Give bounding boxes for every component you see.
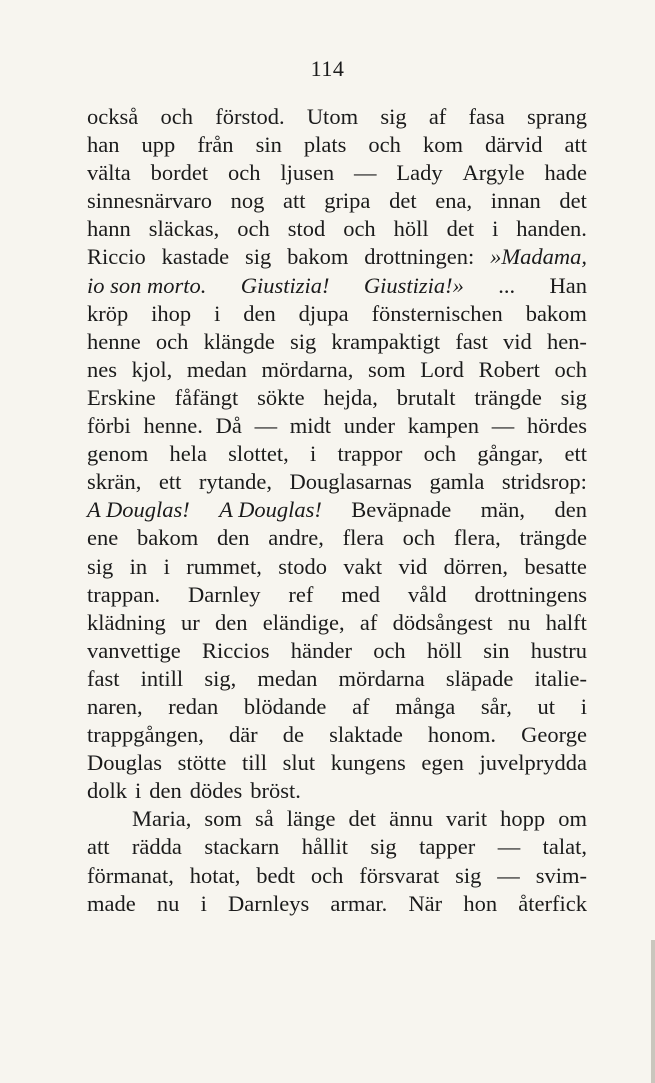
italic-word: A Douglas! [87,497,190,523]
word: i [163,553,170,579]
text-line [87,243,587,271]
word: Darnleys [228,890,310,916]
page-number: 114 [310,56,345,81]
word: många [395,693,456,719]
word: välta [87,160,131,186]
word: ref [288,581,314,607]
word: ljusen [280,160,335,186]
word: mördarna [338,665,425,691]
word: höll [393,216,429,242]
word: stodo [278,553,327,579]
text-line [87,833,587,861]
word: hade [544,160,587,186]
word: hustru [530,637,587,663]
word: gamla [429,469,485,495]
word: sinnesnärvaro [87,188,212,214]
italic-word: Giustizia!» [363,272,464,298]
word: hotat, [189,862,241,888]
word: fåfängt [174,384,239,410]
text-line [87,412,587,440]
word: henne. [143,413,203,439]
word: sin [483,637,510,663]
word: rädda [131,834,182,860]
word: Då [215,413,242,439]
word: svim- [535,862,587,888]
word: hopp [500,806,546,832]
word: krampaktigt [331,328,441,354]
word: sig, [204,665,237,691]
word: att [87,834,110,860]
word: plats [303,132,347,158]
word: i [309,441,317,467]
word: flera [342,525,384,551]
text-line [87,721,587,749]
word: hann [87,216,131,242]
word: Han [549,272,587,298]
word: ännu [389,806,433,832]
text-line [87,693,587,721]
word: ett [158,469,182,495]
word: om [558,806,587,832]
word: den [243,300,276,326]
word: sig [289,328,317,354]
word: vid [398,553,428,579]
word: och [373,637,406,663]
word: klängde [203,328,275,354]
word: naren, [87,693,143,719]
text-line [87,609,587,637]
text-line [87,749,587,777]
word: från [197,132,234,158]
word: rummet, [186,553,262,579]
page-edge-shadow [651,940,655,1083]
text-line [87,496,587,524]
text-line [87,328,587,356]
word: stackarn [204,834,280,860]
word: under [343,413,396,439]
word: händer [290,637,352,663]
word: Argyle [462,160,525,186]
word: — [497,862,520,888]
word: klädning [87,609,166,635]
word: de [282,722,305,748]
word: skrän, [87,469,142,495]
word: dolk [87,778,128,804]
word: slaktade [329,722,403,748]
word: förmanat, [87,862,174,888]
word: När [408,890,443,916]
word: och [402,525,436,551]
word: Riccio [87,244,146,270]
word: ur [181,609,200,635]
word: juvelprydda [479,750,587,776]
text-line [87,581,587,609]
text-line [87,272,587,300]
word: så [254,806,274,832]
text-line [87,553,587,581]
word: i [492,216,499,242]
word: italie- [534,665,587,691]
word: där [228,722,258,748]
word: halft [545,609,587,635]
text-line [87,890,587,918]
text-line [87,440,587,468]
word: kom [422,132,463,158]
word: släpade [445,665,514,691]
word: hållit [301,834,348,860]
word: det [559,188,587,214]
word: fast [87,665,120,691]
word: som [204,806,242,832]
word: hejda, [323,384,378,410]
text-line [87,384,587,412]
word: Douglas [87,750,162,776]
word: tapper [419,834,476,860]
word: ene [87,525,119,551]
word: sig [370,834,397,860]
word: eländige, [262,609,345,635]
word: af [359,609,378,635]
word: — [497,834,521,860]
word: genom [87,441,149,467]
word: — [354,160,377,186]
word: stod [287,216,326,242]
word: drottningens [474,581,587,607]
word: kastade [161,244,230,270]
word: fönsternischen [371,300,503,326]
word: bakom [287,244,349,270]
word: Maria, [132,806,192,832]
word: hela [169,441,207,467]
text-line [87,187,587,215]
word: det [389,188,417,214]
word: med [341,581,380,607]
word: sig [244,244,272,270]
word: kampen [407,413,479,439]
word: Lord [420,356,464,382]
word: det [348,806,377,832]
word: den [149,778,182,804]
word: Darnley [187,581,261,607]
text-line [87,665,587,693]
word: sår, [480,693,512,719]
word: gripa [324,188,371,214]
word: bordet [150,160,209,186]
word: hon [463,890,498,916]
word: våld [407,581,447,607]
word: stötte [177,750,227,776]
word: innan [490,188,541,214]
word: nes [87,356,117,382]
word: trappor [337,441,403,467]
word: trängde [474,384,542,410]
word: i [580,693,587,719]
word: Robert [478,356,540,382]
word: nu [156,890,180,916]
word: henne [87,328,141,354]
text-line [87,215,587,243]
word: och [160,104,193,129]
word: förbi [87,413,131,439]
word: i [135,778,142,804]
word: George [521,722,587,748]
word: och [310,862,344,888]
word: mördarna, [261,356,354,382]
word: och [368,132,401,158]
word: medan [257,665,318,691]
word: — [491,413,515,439]
text-line [87,131,587,159]
italic-word: io son morto. [87,272,207,298]
text-line [87,356,587,384]
word: slottet, [228,441,289,467]
word: återfick [518,890,587,916]
word: och [343,216,376,242]
word: sig [560,384,587,410]
word: redan [168,693,219,719]
word: Douglasarnas [289,469,412,495]
word: sprang [527,104,587,129]
word: rytande, [198,469,272,495]
word: blödande [243,693,327,719]
word: kröp [87,300,129,326]
word: och [237,216,270,242]
word: den [554,497,587,523]
word: besatte [524,553,587,579]
word: ihop [151,300,192,326]
italic-word: Giustizia! [240,272,330,298]
word: af [352,693,370,719]
word: vid [503,328,532,354]
word: hördes [526,413,587,439]
word: upp [141,132,176,158]
text-line [87,159,587,187]
word: ena, [435,188,473,214]
word: Erskine [87,384,156,410]
word: dörren, [443,553,509,579]
word: medan [186,356,247,382]
word: bedt [256,862,295,888]
word: män, [480,497,526,523]
word: också [87,104,139,129]
word: trängde [519,525,587,551]
word: fast [455,328,488,354]
word: Utom [306,104,359,129]
word: som [368,356,406,382]
text-line [87,805,587,833]
word: släckas, [148,216,220,242]
text-line [87,524,587,552]
word: att [283,188,306,214]
word: i [200,890,207,916]
word: hen- [546,328,587,354]
word: brutalt [396,384,456,410]
word: i [214,300,221,326]
word: stridsrop: [501,469,587,495]
text-line [87,637,587,665]
word: länge [286,806,336,832]
word: dödsångest [392,609,493,635]
word: Beväpnade [351,497,452,523]
word: han [87,132,120,158]
word: kjol, [131,356,173,382]
word: sig [87,553,114,579]
word: ... [498,272,516,298]
word: honom. [427,722,497,748]
word: — [254,413,278,439]
word: den [217,525,250,551]
word: djupa [298,300,349,326]
word: nog [230,188,265,214]
word: sin [255,132,282,158]
text-line [87,777,587,805]
italic-word: »Madama, [490,244,587,270]
word: sökte [257,384,305,410]
word: nu [507,609,531,635]
word: ut [537,693,556,719]
word: trappgången, [87,722,204,748]
word: kungens [330,750,406,776]
word: till [242,750,268,776]
word: talat, [542,834,587,860]
text-line [87,468,587,496]
text-line [87,862,587,890]
word: därvid [484,132,543,158]
word: drottningen: [364,244,475,270]
word: intill [140,665,184,691]
word: förstod. [215,104,285,129]
word: bröst. [250,778,301,804]
italic-word: A Douglas! [219,497,322,523]
body-text [87,103,587,918]
word: ett [564,441,587,467]
word: gångar, [477,441,544,467]
word: bakom [525,300,587,326]
word: försvarat [359,862,440,888]
word: sig [455,862,482,888]
word: och [228,160,261,186]
text-line [87,103,587,131]
word: armar. [330,890,388,916]
word: och [155,328,189,354]
word: att [564,132,587,158]
word: in [129,553,148,579]
word: fasa [468,104,505,129]
word: handen. [516,216,587,242]
word: dödes [189,778,243,804]
word: flera, [453,525,501,551]
word: den [215,609,248,635]
word: Riccios [201,637,270,663]
word: vanvettige [87,637,181,663]
word: trappan. [87,581,161,607]
word: varit [445,806,488,832]
text-line [87,300,587,328]
word: sig [380,104,407,129]
word: vakt [343,553,383,579]
word: egen [421,750,464,776]
word: bakom [137,525,199,551]
word: andre, [268,525,324,551]
word: af [428,104,447,129]
word: Lady [396,160,443,186]
word: slut [282,750,316,776]
word: midt [289,413,332,439]
word: och [423,441,457,467]
word: höll [426,637,462,663]
word: made [87,890,136,916]
word: och [554,356,587,382]
word: det [446,216,475,242]
